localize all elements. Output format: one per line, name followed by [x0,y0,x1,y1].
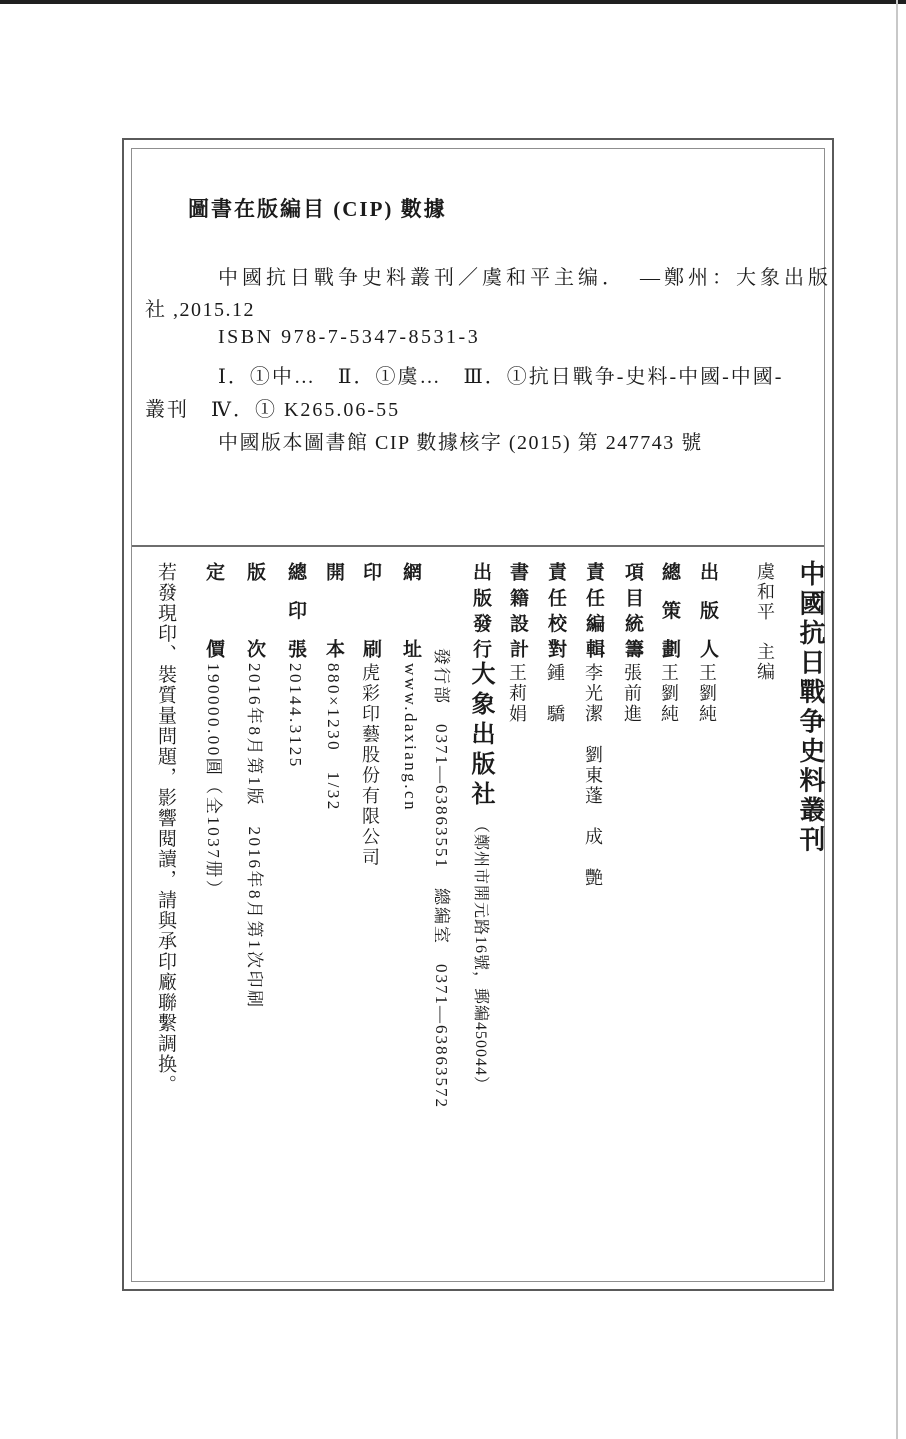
cip-line: 中國抗日戰争史料叢刊／虞和平主编． —鄭州：大象出版 [218,267,832,289]
scan-edge-right [896,0,898,1439]
entry-value: 190000.00圓（全1037册） [204,663,223,900]
cip-line: 叢刊 Ⅳ．① K265.06-55 [145,399,401,421]
cip-record-number: 中國版本圖書館 CIP 數據核字 (2015) 第 247743 號 [218,432,703,454]
entry-label: 項目統籌 [622,562,643,658]
entry-label: 版次 [244,562,265,658]
colophon-entry-edition [241,562,274,1282]
entry-value: 張前進 [622,663,642,725]
publisher-phones: 發行部 0371—63863551 總編室 0371—63863572 [432,648,451,1109]
cip-isbn: ISBN 978-7-5347-8531-3 [218,326,481,348]
scan-edge-top [0,0,906,4]
publisher-logo: 大象出版社 [467,661,493,811]
entry-label: 印刷 [360,562,381,658]
entry-value: 王劉純 [697,663,717,725]
publisher-address: （鄭州市開元路16號，郵編450044） [472,817,489,1094]
entry-label: 書籍設計 [507,562,528,658]
entry-label: 開本 [323,562,344,658]
section-divider [132,545,824,547]
entry-label: 出版人 [697,562,718,658]
entry-label: 網址 [400,562,421,658]
entry-value: 虎彩印藝股份有限公司 [360,663,380,868]
colophon-entry-publisher-person [694,562,721,1282]
entry-value: 2016年8月第1版 2016年8月第1次印刷 [245,663,264,1010]
entry-value: 王莉娟 [507,663,527,725]
colophon-entry-project-coordinator [619,562,646,1282]
cip-line: Ⅰ．①中… Ⅱ．①虞… Ⅲ．①抗日戰争-史料-中國-中國- [218,366,784,388]
cip-heading-text: 圖書在版編目 (CIP) 數據 [188,197,447,221]
cip-line: 社 ,2015.12 [145,299,255,321]
quality-note: 若發現印、裝質量問題，影響閱讀，請與承印廠聯繫調换。 [155,562,176,1095]
entry-value: www.daxiang.cn [401,663,420,813]
entry-label: 責任校對 [545,562,566,658]
colophon-entry-total-sheets [282,562,310,1282]
entry-value: 李光潔 劉東蓬 成 艷 [583,663,603,889]
colophon-entry-book-designer [504,562,531,1282]
colophon-entry-price [200,562,233,1282]
colophon-entry-editors [580,562,607,1282]
entry-label: 總策劃 [659,562,680,658]
entry-value: 鍾 驕 [545,663,565,725]
colophon-entry-printer [357,562,384,1282]
cip-heading [188,193,447,223]
series-title: 中國抗日戰争史料叢刊 [796,560,825,855]
entry-label: 總印張 [285,562,306,658]
colophon-entry-publisher [463,562,498,1282]
entry-label: 出版發行 [470,562,491,658]
entry-value: 880×1230 1/32 [324,663,343,812]
colophon-entry-website [397,562,425,1282]
colophon-entry-format [320,562,353,1282]
entry-value: 20144.3125 [286,663,305,769]
colophon-entry-proofreader [542,562,569,1282]
entry-label: 責任編輯 [583,562,604,658]
series-editor: 虞和平 主编 [755,562,775,682]
entry-value: 王劉純 [659,663,679,725]
entry-label: 定價 [203,562,224,658]
colophon-entry-chief-planner [656,562,683,1282]
